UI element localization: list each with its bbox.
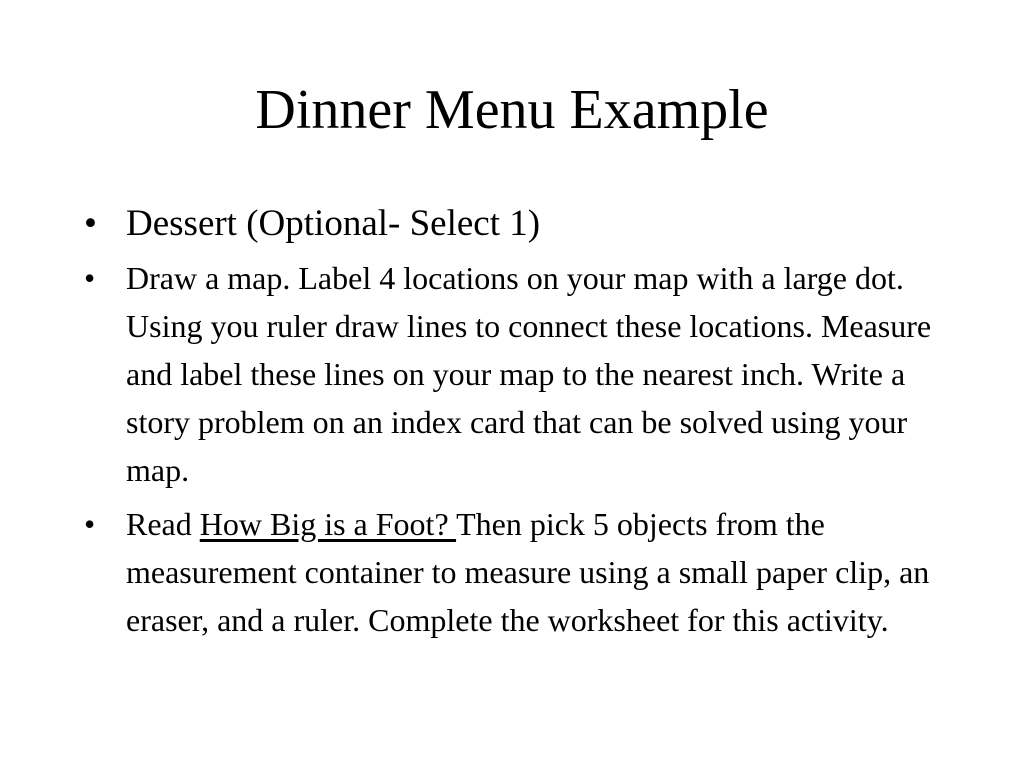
bullet-text-prefix: Read bbox=[126, 506, 200, 542]
bullet-list bbox=[84, 196, 944, 644]
bullet-text-suffix: Then pick 5 objects from the measurement container to measure using a small paper clip, an eraser, and a ruler. Complete the worksheet for this activity. bbox=[126, 506, 930, 638]
bullet-item-dessert bbox=[84, 196, 944, 252]
bullet-item-reading-activity bbox=[84, 500, 944, 644]
book-title: How Big is a Foot? bbox=[199, 506, 457, 542]
slide-title: Dinner Menu Example bbox=[255, 79, 769, 141]
bullet-icon: • bbox=[84, 260, 96, 296]
bullet-item-map-activity bbox=[84, 254, 944, 494]
bullet-icon: • bbox=[84, 506, 96, 542]
bullet-icon: • bbox=[84, 203, 97, 244]
bullet-text: Dessert (Optional- Select 1) bbox=[126, 203, 541, 244]
bullet-text: Draw a map. Label 4 locations on your map with a large dot. Using you ruler draw lines to connect these locations. Measure and label these lines on your map to the nearest inch. Write a story problem on an index card that can be solved using your map. bbox=[126, 260, 932, 488]
